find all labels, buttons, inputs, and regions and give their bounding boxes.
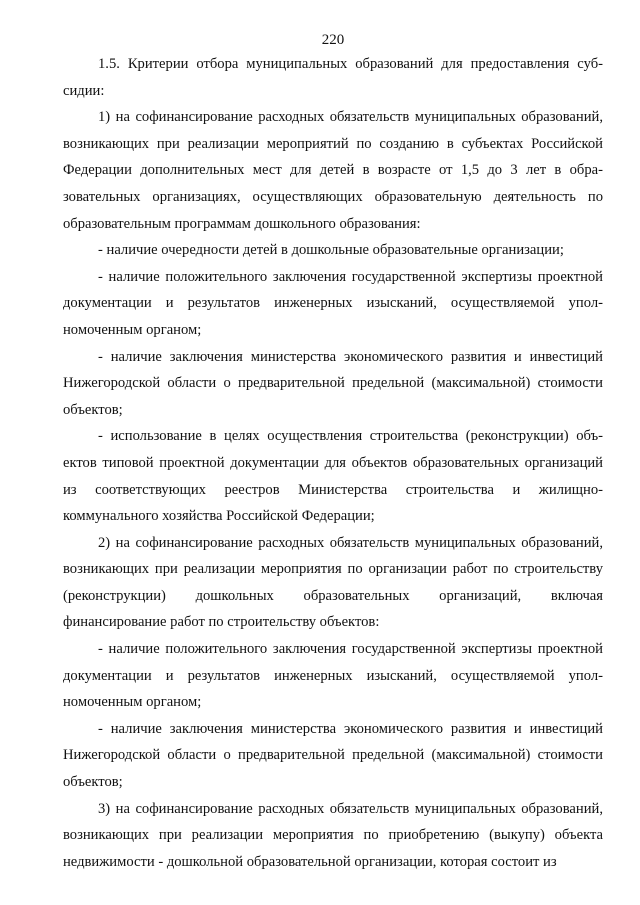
list-item: - наличие заключения министерства экономического развития и инвестиций Нижегородской области о предварительной предельной (максимальной) стоимости объектов; <box>63 720 603 791</box>
paragraph-section-heading: 1.5. Критерии отбора муниципальных образований для предоставления субсидии: <box>63 56 603 99</box>
page-number: 220 <box>321 32 345 48</box>
list-item: - наличие положительного заключения государственной экспертизы проектной документации и результатов инженерных изысканий, осуществляемой уполномоченным органом; <box>63 641 603 711</box>
document-body <box>63 51 603 875</box>
list-item: - наличие очередности детей в дошкольные образовательные организации; <box>98 242 564 259</box>
list-item: - использование в целях осуществления строительства (реконструкции) объектов типовой проектной документации для объектов образовательных организаций из соответствующих реестров Министерства строительства и жилищно-коммунального хозяйства Российской Федерации; <box>63 428 603 525</box>
list-item: - наличие положительного заключения государственной экспертизы проектной документации и результатов инженерных изысканий, осуществляемой уполномоченным органом; <box>63 268 603 338</box>
paragraph-criterion-1: 1) на софинансирование расходных обязательств муниципальных образований, возникающих при реализации мероприятий по созданию в субъектах Российской Федерации дополнительных мест для детей в возрасте от 1,5 до 3 лет в образовательных организациях, осуществляющих образовательную деятельность по образовательным программам дошкольного образования: <box>63 109 603 232</box>
list-item: - наличие заключения министерства экономического развития и инвестиций Нижегородской области о предварительной предельной (максимальной) стоимости объектов; <box>63 348 603 418</box>
paragraph-criterion-3: 3) на софинансирование расходных обязательств муниципальных образований, возникающих при реализации мероприятия по приобретению (выкупу) объекта недвижимости - дошкольной образовательной организации, которая состоит из <box>63 800 603 870</box>
paragraph-criterion-2: 2) на софинансирование расходных обязательств муниципальных образований, возникающих при реализации мероприятия по организации работ по строительству (реконструкции) дошкольных образовательных организаций, включая финансирование работ по строительству объектов: <box>63 534 603 631</box>
